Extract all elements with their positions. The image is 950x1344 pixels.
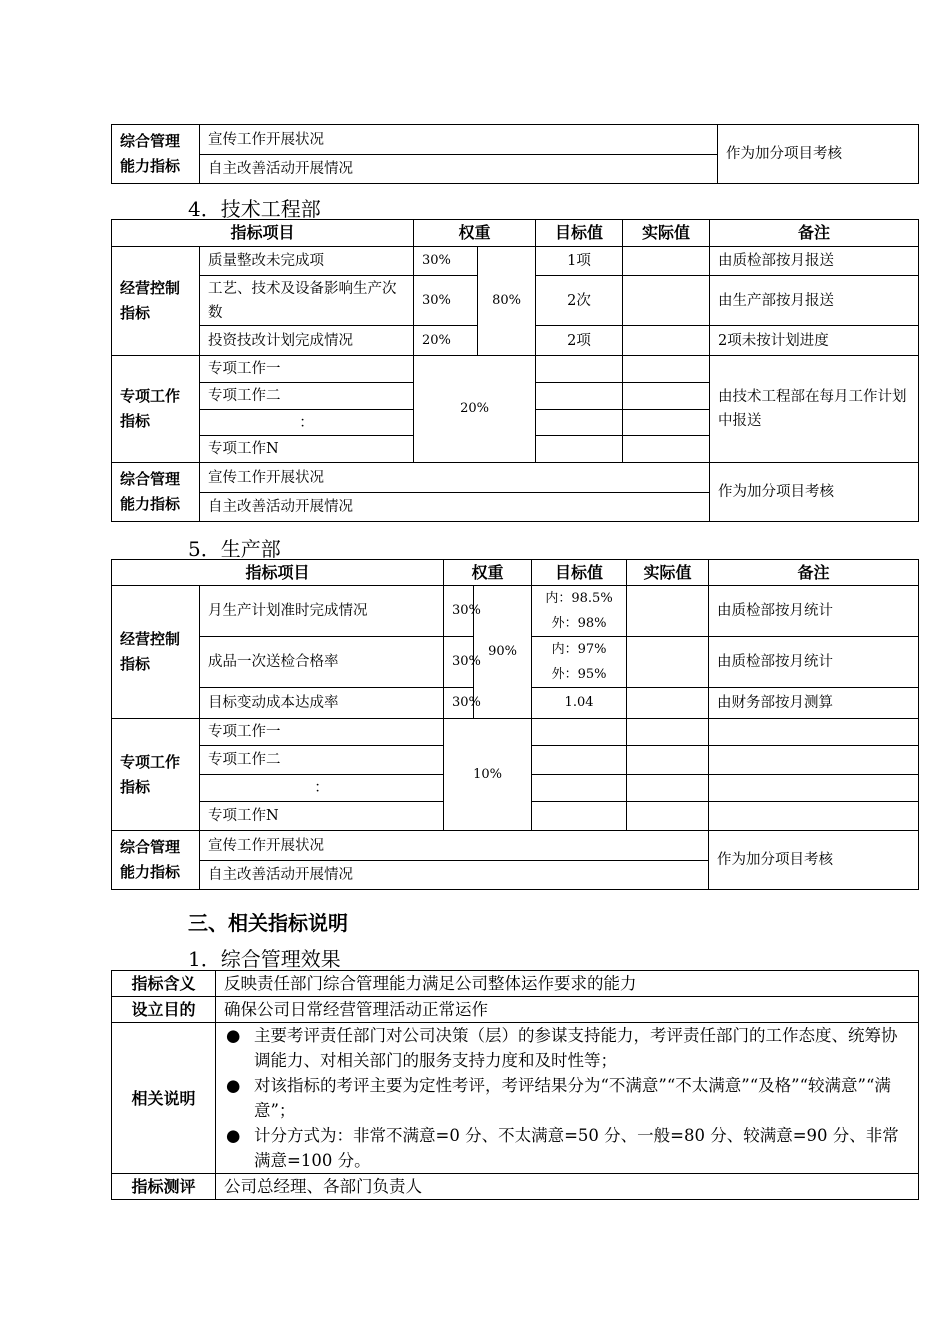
actual-cell [627, 802, 709, 831]
note-cell: 作为加分项目考核 [710, 463, 919, 522]
target-cell: 2项 [536, 326, 623, 356]
note-cell: 由质检部按月统计 [709, 637, 919, 688]
note-cell: 由技术工程部在每月工作计划中报送 [710, 356, 919, 463]
list-item [220, 1023, 910, 1073]
actual-cell [623, 356, 710, 383]
top-mgmt-table [111, 124, 919, 184]
bullet-icon: ● [226, 1076, 241, 1095]
description-value [216, 1023, 919, 1174]
meaning-label: 指标含义 [112, 971, 216, 997]
target-cell [536, 356, 623, 383]
note-cell [709, 775, 919, 802]
note-cell: 作为加分项目考核 [718, 125, 919, 184]
target-cell [532, 746, 627, 775]
target-cell [532, 719, 627, 746]
table-row-item: ： [200, 410, 414, 436]
header-actual: 实际值 [627, 560, 709, 586]
target-cell [532, 637, 627, 688]
table-row-item: 自主改善活动开展情况 [200, 155, 718, 184]
header-item: 指标项目 [112, 560, 444, 586]
bullet-text: 主要考评责任部门对公司决策（层）的参谋支持能力，考评责任部门的工作态度、统筹协调能力、对相关部门的服务支持力度和及时性等； [254, 1026, 898, 1070]
bullet-icon: ● [226, 1126, 241, 1145]
actual-cell [623, 436, 710, 463]
weight-cell: 30% [444, 637, 474, 688]
note-cell [709, 746, 919, 775]
table-row-item: 宣传工作开展状况 [200, 463, 710, 493]
list-item [220, 1123, 910, 1173]
category-cell: 经营控制指标 [112, 247, 200, 356]
note-cell: 由财务部按月测算 [709, 688, 919, 719]
note-cell: 由生产部按月报送 [710, 276, 919, 326]
category-cell: 经营控制指标 [112, 586, 200, 719]
target-cell: 2次 [536, 276, 623, 326]
table-row-item: 宣传工作开展状况 [200, 831, 709, 861]
table-row-item: 专项工作N [200, 802, 444, 831]
actual-cell [627, 688, 709, 719]
note-cell: 由质检部按月报送 [710, 247, 919, 276]
actual-cell [627, 775, 709, 802]
group-weight-cell: 90% [474, 586, 532, 719]
meaning-value: 反映责任部门综合管理能力满足公司整体运作要求的能力 [216, 971, 919, 997]
tech-dept-heading: 4．技术工程部 [188, 197, 321, 221]
table-row-item: 专项工作二 [200, 383, 414, 410]
actual-cell [623, 383, 710, 410]
header-target: 目标值 [536, 220, 623, 247]
note-cell: 作为加分项目考核 [709, 831, 919, 890]
actual-cell [627, 586, 709, 637]
target-cell [532, 586, 627, 637]
table-row-item: 专项工作一 [200, 719, 444, 746]
sub-heading: 1．综合管理效果 [188, 947, 341, 971]
actual-cell [627, 746, 709, 775]
table-row-item: 宣传工作开展状况 [200, 125, 718, 155]
weight-cell: 30% [444, 586, 474, 637]
table-row-item: 专项工作二 [200, 746, 444, 775]
purpose-value: 确保公司日常经营管理活动正常运作 [216, 997, 919, 1023]
header-note: 备注 [709, 560, 919, 586]
target-cell [536, 383, 623, 410]
note-cell [709, 802, 919, 831]
actual-cell [627, 637, 709, 688]
actual-cell [623, 326, 710, 356]
table-row-item: ： [200, 775, 444, 802]
category-cell: 专项工作指标 [112, 719, 200, 831]
group-weight-cell: 80% [478, 247, 536, 356]
bullet-text: 对该指标的考评主要为定性考评，考评结果分为“不满意”“不太满意”“及格”“较满意”“满意”； [254, 1076, 891, 1120]
weight-cell: 10% [444, 719, 532, 831]
header-weight: 权重 [444, 560, 532, 586]
category-cell: 综合管理能力指标 [112, 125, 200, 184]
target-cell [532, 802, 627, 831]
table-row-item: 投资技改计划完成情况 [200, 326, 414, 356]
table-row-item: 专项工作一 [200, 356, 414, 383]
header-note: 备注 [710, 220, 919, 247]
header-weight: 权重 [414, 220, 536, 247]
note-cell: 由质检部按月统计 [709, 586, 919, 637]
weight-cell: 20% [414, 356, 536, 463]
header-actual: 实际值 [623, 220, 710, 247]
target-line-1: 内：97% [551, 642, 607, 657]
table-row-item: 目标变动成本达成率 [200, 688, 444, 719]
evaluation-label: 指标测评 [112, 1174, 216, 1200]
weight-cell: 30% [414, 276, 478, 326]
table-row-item: 自主改善活动开展情况 [200, 493, 710, 522]
prod-dept-table [111, 559, 919, 890]
bullet-icon: ● [226, 1026, 241, 1045]
tech-dept-table [111, 219, 919, 522]
target-cell [536, 436, 623, 463]
purpose-label: 设立目的 [112, 997, 216, 1023]
bullet-text: 计分方式为：非常不满意=0 分、不太满意=50 分、一般=80 分、较满意=90 分、非常满意=100 分。 [254, 1126, 899, 1170]
target-cell: 1项 [536, 247, 623, 276]
table-row-item: 工艺、技术及设备影响生产次数 [200, 276, 414, 326]
table-row-item: 专项工作N [200, 436, 414, 463]
bullet-list [220, 1023, 910, 1173]
actual-cell [623, 410, 710, 436]
target-cell [536, 410, 623, 436]
weight-cell: 30% [414, 247, 478, 276]
indicator-description-table [111, 970, 919, 1200]
table-row-item: 自主改善活动开展情况 [200, 861, 709, 890]
target-line-1: 内：98.5% [545, 591, 613, 606]
table-row-item: 成品一次送检合格率 [200, 637, 444, 688]
note-cell [709, 719, 919, 746]
target-cell: 1.04 [532, 688, 627, 719]
target-line-2: 外：95% [551, 667, 607, 682]
header-target: 目标值 [532, 560, 627, 586]
weight-cell: 20% [414, 326, 478, 356]
table-row-item: 质量整改未完成项 [200, 247, 414, 276]
actual-cell [627, 719, 709, 746]
header-item: 指标项目 [112, 220, 414, 247]
target-line-2: 外：98% [551, 616, 607, 631]
category-cell: 综合管理能力指标 [112, 831, 200, 890]
target-cell [532, 775, 627, 802]
table-row-item: 月生产计划准时完成情况 [200, 586, 444, 637]
prod-dept-heading: 5．生产部 [188, 537, 281, 561]
section-heading: 三、相关指标说明 [188, 911, 348, 935]
category-cell: 专项工作指标 [112, 356, 200, 463]
list-item [220, 1073, 910, 1123]
weight-cell: 30% [444, 688, 474, 719]
description-label: 相关说明 [112, 1023, 216, 1174]
actual-cell [623, 276, 710, 326]
note-cell: 2项未按计划进度 [710, 326, 919, 356]
evaluation-value: 公司总经理、各部门负责人 [216, 1174, 919, 1200]
actual-cell [623, 247, 710, 276]
category-cell: 综合管理能力指标 [112, 463, 200, 522]
